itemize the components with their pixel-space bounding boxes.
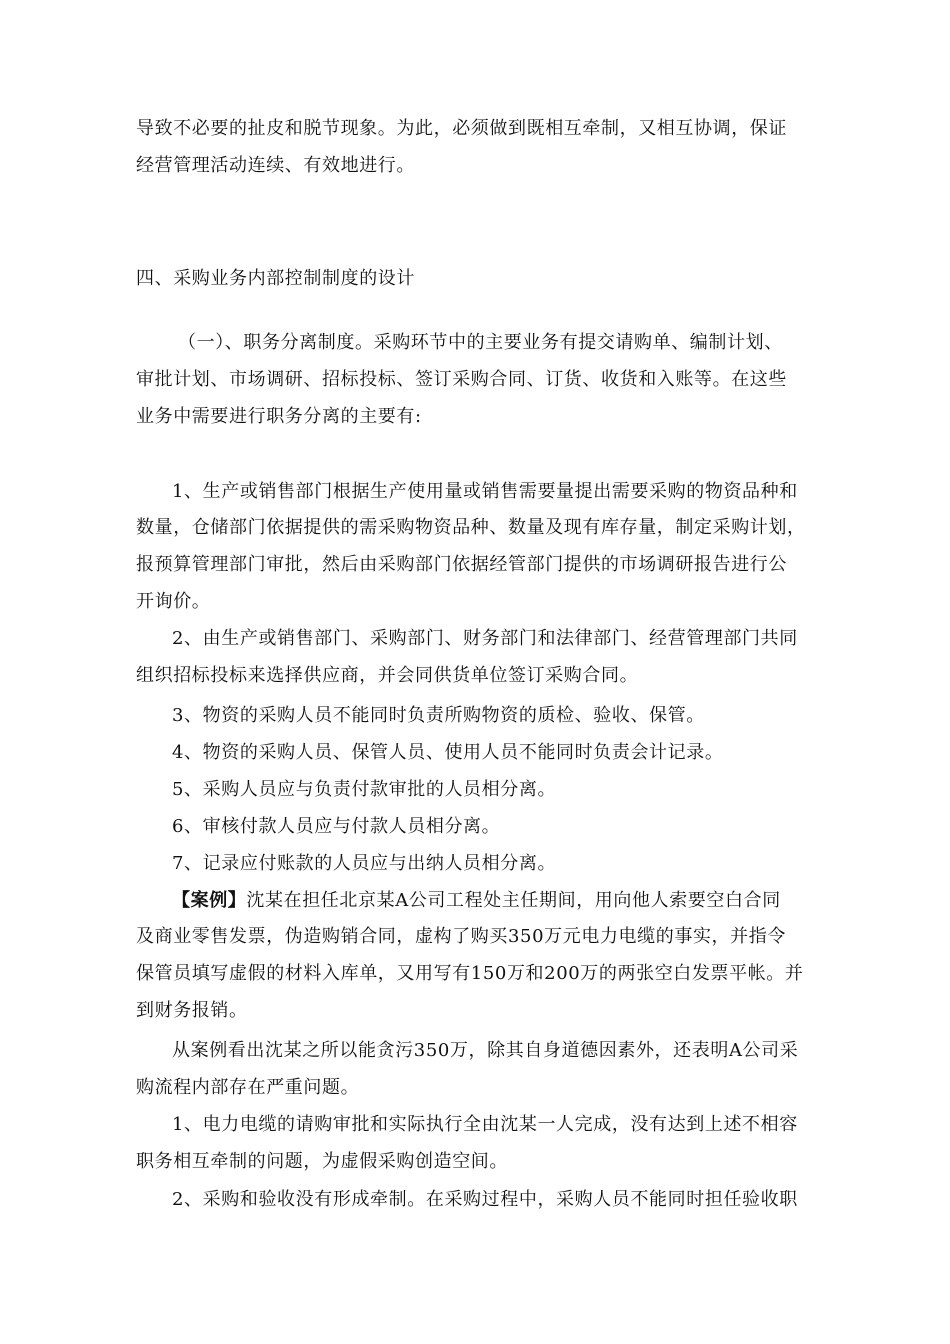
problem-line: 1、电力电缆的请购审批和实际执行全由沈某一人完成，没有达到上述不相容 — [172, 1114, 798, 1135]
list-item: 3、物资的采购人员不能同时负责所购物资的质检、验收、保管。 — [172, 705, 705, 726]
list-item-line: 组织招标投标来选择供应商，并会同供货单位签订采购合同。 — [136, 665, 639, 686]
paragraph-line: 经营管理活动连续、有效地进行。 — [136, 155, 415, 176]
subsection-heading: （一）、职务分离制度。采购环节中的主要业务有提交请购单、编制计划、 — [178, 332, 783, 353]
list-item-line: 数量，仓储部门依据提供的需采购物资品种、数量及现有库存量，制定采购计划， — [136, 517, 806, 538]
section-heading: 四、采购业务内部控制制度的设计 — [136, 268, 415, 289]
list-item: 4、物资的采购人员、保管人员、使用人员不能同时负责会计记录。 — [172, 742, 724, 763]
case-line: 到财务报销。 — [136, 1000, 248, 1021]
analysis-line: 从案例看出沈某之所以能贪污350万，除其自身道德因素外，还表明A公司采 — [172, 1040, 799, 1061]
case-text: 沈某在担任北京某A公司工程处主任期间，用向他人索要空白合同 — [246, 890, 781, 911]
paragraph-line: 业务中需要进行职务分离的主要有: — [136, 406, 422, 427]
analysis-line: 购流程内部存在严重问题。 — [136, 1077, 360, 1098]
paragraph-line: 导致不必要的扯皮和脱节现象。为此，必须做到既相互牵制，又相互协调，保证 — [136, 118, 787, 139]
case-line: 保管员填写虚假的材料入库单，又用写有150万和200万的两张空白发票平帐。并 — [136, 963, 804, 984]
problem-line: 职务相互牵制的问题，为虚假采购创造空间。 — [136, 1151, 508, 1172]
case-line — [172, 889, 862, 913]
problem-line: 2、采购和验收没有形成牵制。在采购过程中，采购人员不能同时担任验收职 — [172, 1189, 798, 1210]
list-item-line: 1、生产或销售部门根据生产使用量或销售需要量提出需要采购的物资品种和 — [172, 481, 798, 502]
list-item-line: 报预算管理部门审批，然后由采购部门依据经管部门提供的市场调研报告进行公 — [136, 554, 787, 575]
list-item: 6、审核付款人员应与付款人员相分离。 — [172, 816, 501, 837]
case-line: 及商业零售发票，伪造购销合同，虚构了购买350万元电力电缆的事实，并指令 — [136, 926, 786, 947]
list-item-line: 开询价。 — [136, 591, 211, 612]
list-item: 7、记录应付账款的人员应与出纳人员相分离。 — [172, 853, 557, 874]
paragraph-line: 审批计划、市场调研、招标投标、签订采购合同、订货、收货和入账等。在这些 — [136, 369, 787, 390]
list-item-line: 2、由生产或销售部门、采购部门、财务部门和法律部门、经营管理部门共同 — [172, 628, 798, 649]
list-item: 5、采购人员应与负责付款审批的人员相分离。 — [172, 779, 557, 800]
case-label: 【案例】 — [172, 890, 247, 911]
